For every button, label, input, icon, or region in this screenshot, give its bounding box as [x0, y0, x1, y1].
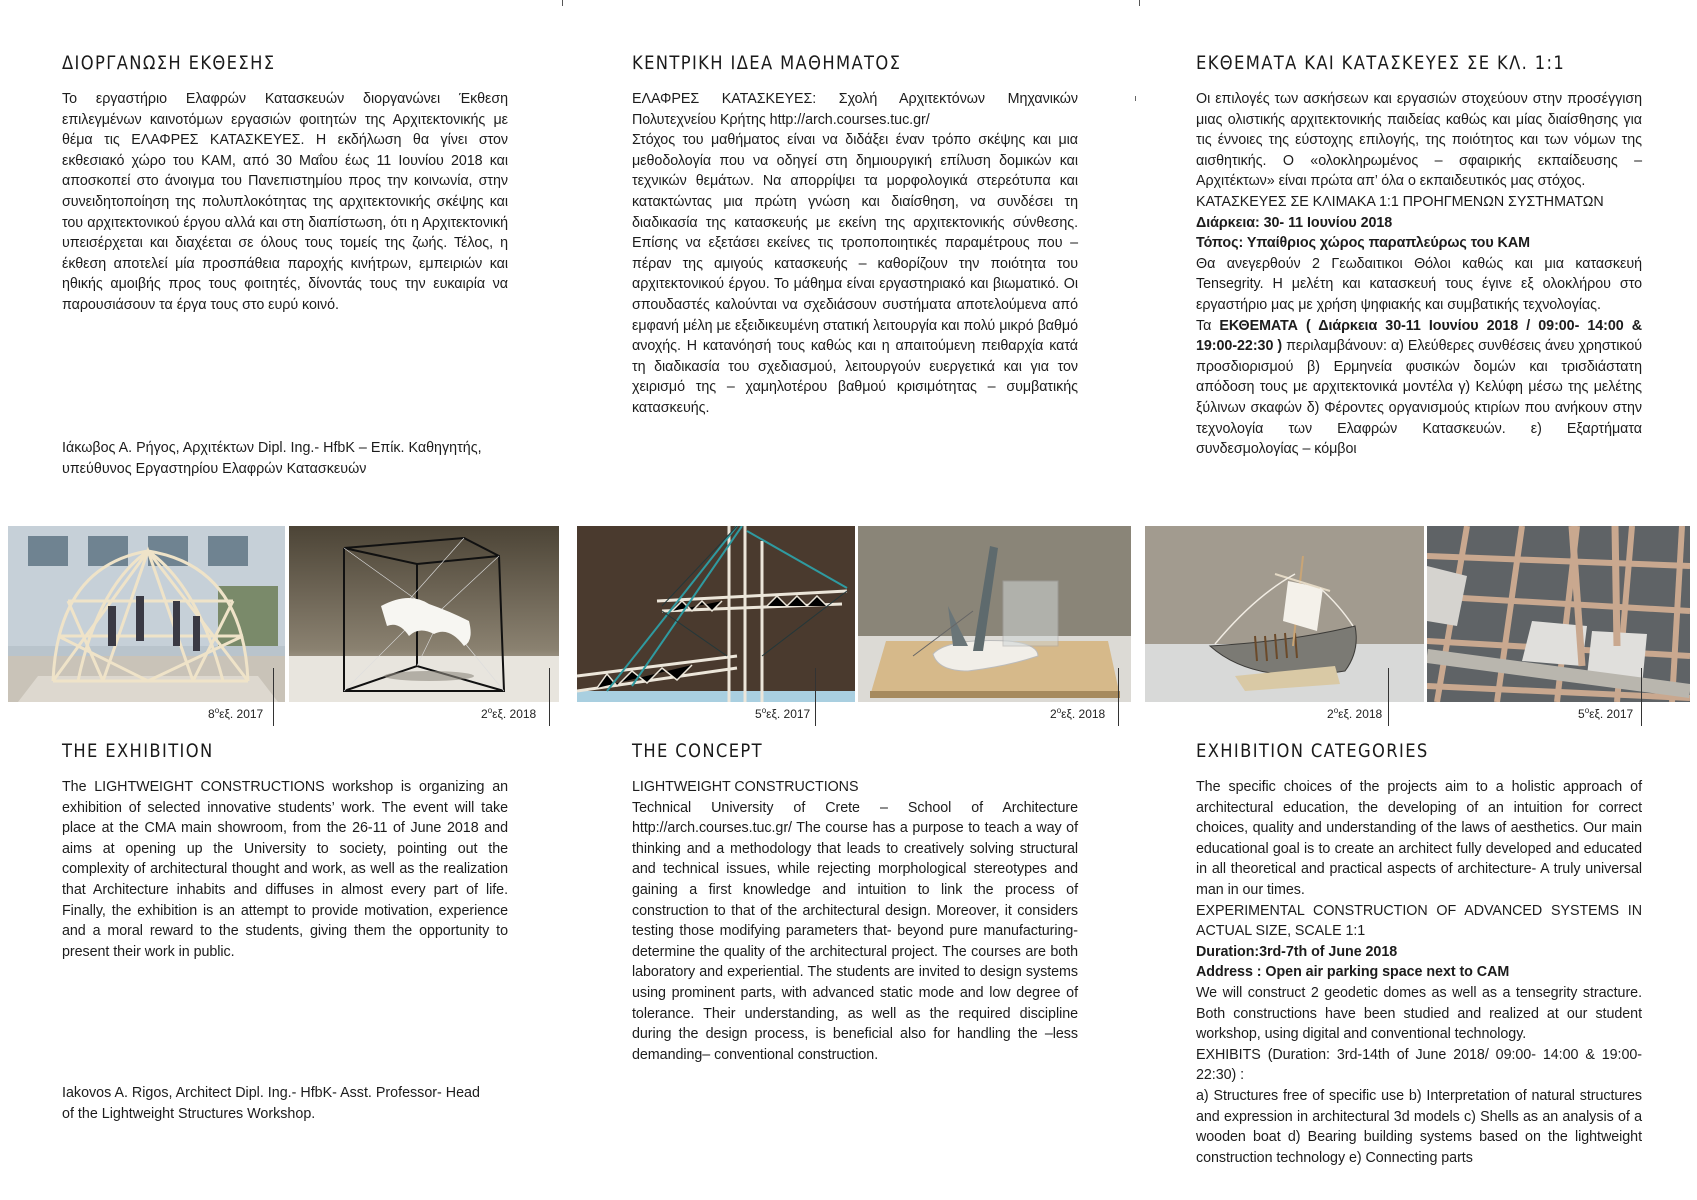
english-categories-section: [1196, 740, 1642, 1168]
greek-exhibition-section: [62, 52, 508, 316]
categories-exhibits-heading: EXHIBITS (Duration: 3rd-14th of June 2018/ 09:00- 14:00 & 19:00-22:30) :: [1196, 1046, 1642, 1084]
concept-paragraph: Στόχος του μαθήματος είναι να διδάξει έναν τρόπο σκέψης και μια μεθοδολογία που να οδηγεί στη δημιουργική επίλυση δομικών και τεχνικών θεμάτων. Να απορρίψει τα μορφολογικά στερεότυπα και κατακτώντας μια πρώτη γνώση και διαίσθηση, να συνδέσει τη διαδικασία της κατασκευής με εκείνη της αρχιτεκτονικής σύνθεσης. Επίσης να εξετάσει εκείνες τις τροποποιητικές παραμέτρους που – πέραν της αμιγούς κατασκευής – καθορίζουν την ποιότητα του αρχιτεκτονικού έργου. Το μάθημα είναι εργαστηριακό και βιωματικό. Οι σπουδαστές καλούνται να σχεδιάσουν συστήματα αποτελούμενα από εμφανή μέλη με εξειδικευμένη στατική λειτουργία και πολύ μικρό βαθμό ανοχής. Η κατανόησή τους καθώς και η απαιτούμενη πειθαρχία κατά τη διαδικασία του σχεδιασμού, λειτουργούν ευεργετικά και για τον χειρισμό της – χαμηλοτέρου βαθμού κρισιμότητας – συμβατικής κατασκευής.: [632, 132, 1078, 416]
categories-duration: Duration:3rd-7th of June 2018: [1196, 943, 1398, 960]
concept-intro: ΕΛΑΦΡΕΣ ΚΑΤΑΣΚΕΥΕΣ: Σχολή Αρχιτεκτόνων Μηχανικών Πολυτεχνείου Κρήτης http://arch.courses.tuc.gr/: [632, 91, 1078, 128]
caption-leader-line: [1388, 668, 1389, 726]
caption-leader-line: [815, 668, 816, 726]
greek-categories-section: [1196, 52, 1642, 460]
fold-tick: [1135, 96, 1136, 101]
categories-intro: Οι επιλογές των ασκήσεων και εργασιών στοχεύουν στην προσέγγιση μιας ολιστικής αρχιτεκτονικής παιδείας καθώς και μίας διαίσθησης για τις έννοιες της εύστοχης επιλογής, της ποιότητος και των νόμων της αισθητικής. Ο «ολοκληρωμένος – σφαιρικής εκπαίδευσης – Αρχιτέκτων» είναι πρώτα απ’ όλα ο εκπαιδευτικός μας στόχος.: [1196, 91, 1642, 190]
signature-line: υπεύθυνος Εργαστηρίου Ελαφρών Κατασκευών: [62, 460, 367, 477]
caption-leader-line: [549, 668, 550, 726]
section-title: ΕΚΘΕΜΑΤΑ ΚΑΙ ΚΑΤΑΣΚΕΥΕΣ ΣΕ ΚΛ. 1:1: [1196, 52, 1566, 74]
signature-line: of the Lightweight Structures Workshop.: [62, 1105, 316, 1122]
exhibition-paragraph: The LIGHTWEIGHT CONSTRUCTIONS workshop is organizing an exhibition of selected innovative students’ work. The event will take place at the CMA main showroom, from the 26-11 of June 2018 and aims at opening up the University to society, pointing out the complexity of architectural thought and work, as well as the realization that Architecture inhabits and diffuses in almost every part of life. Finally, the exhibition is an attempt to provide motivation, experience and a moral reward to the students, giving them the opportunity to present their work in public.: [62, 779, 508, 960]
section-body: [1196, 777, 1642, 1168]
caption-leader-line: [1641, 668, 1642, 726]
categories-heading: ΚΑΤΑΣΚΕΥΕΣ ΣΕ ΚΛΙΜΑΚΑ 1:1 ΠΡΟΗΓΜΕΝΩΝ ΣΥΣΤΗΜΑΤΩΝ: [1196, 193, 1604, 210]
greek-signature: [62, 438, 522, 479]
categories-heading: EXPERIMENTAL CONSTRUCTION OF ADVANCED SYSTEMS IN ACTUAL SIZE, SCALE 1:1: [1196, 902, 1642, 940]
section-body: [632, 777, 1078, 1065]
photo-caption: $2^o\varepsilon\xi$. 2018: [1050, 706, 1106, 721]
categories-address: Address : Open air parking space next to CAM: [1196, 964, 1510, 981]
english-exhibition-section: [62, 740, 508, 962]
exhibition-paragraph: Το εργαστήριο Ελαφρών Κατασκευών διοργανώνει Έκθεση επιλεγμένων καινοτόμων εργασιών φοιτητών της Αρχιτεκτονικής με θέμα τις ΕΛΑΦΡΕΣ ΚΑΤΑΣΚΕΥΕΣ. Η εκδήλωση θα γίνει στον εκθεσιακό χώρο του ΚΑΜ, από 30 Μαΐου έως 11 Ιουνίου 2018 και αποσκοπεί στο άνοιγμα του Πανεπιστημίου προς την κοινωνία, στην συνειδητοποίηση της πολυπλοκότητας της αρχιτεκτονικής σκέψης και του αρχιτεκτονικού έργου αλλά και στη διαπίστωση, ότι η Αρχιτεκτονική υπεισέρχεται και διαχέεται σε όλους τους τομείς της ζωής. Τέλος, η έκθεση αποτελεί μία προσπάθεια παροχής κινήτρων, εμπειριών και ηθικής αμοιβής προς τους φοιτητές, δίνοντάς τους την ευκαιρία να παρουσιάσουν τα έργα τους στο ευρύ κοινό.: [62, 91, 508, 313]
section-body: [62, 777, 508, 962]
section-body: [1196, 89, 1642, 460]
signature-line: Iakovos A. Rigos, Architect Dipl. Ing.- HfbK- Asst. Professor- Head: [62, 1085, 480, 1101]
photo-truss-crane: [577, 526, 855, 702]
photo-tensile-membrane: [289, 526, 559, 702]
photo-caption: $5^o\varepsilon\xi$. 2017: [1578, 706, 1634, 721]
photo-caption: $2^o\varepsilon\xi$. 2018: [1327, 706, 1383, 721]
caption-leader-line: [1118, 668, 1119, 726]
caption-leader-line: [273, 668, 274, 726]
fold-mark-left: [562, 0, 563, 6]
categories-construct: Θα ανεγερθούν 2 Γεωδαιτικοι Θόλοι καθώς και μια κατασκευή Tensegrity. Η μελέτη και κατασκευή τους έγινε εξ ολοκλήρου στο εργαστήριο μας με χρήση ψηφιακής και συμβατικής τεχνολογίας.: [1196, 255, 1642, 313]
photo-caption: $5^o\varepsilon\xi$. 2017: [755, 706, 811, 721]
section-title: THE CONCEPT: [632, 740, 763, 762]
photo-caption: $2^o\varepsilon\xi$. 2018: [481, 706, 537, 721]
section-body: [632, 89, 1078, 419]
categories-intro: The specific choices of the projects aim to a holistic approach of architectural education, the developing of an intuition for correct choices, quality and understanding of the laws of aesthetics. Our main educational goal is to create an architect fully developed and educated in all theoretical and practical aspects of architecture- A truly universal man in our times.: [1196, 779, 1642, 898]
photo-wooden-boat: [1145, 526, 1424, 702]
concept-intro: LIGHTWEIGHT CONSTRUCTIONS: [632, 779, 859, 795]
section-title: EXHIBITION CATEGORIES: [1196, 740, 1429, 762]
section-title: THE EXHIBITION: [62, 740, 214, 762]
greek-concept-section: [632, 52, 1078, 419]
photo-mast-model: [858, 526, 1131, 702]
categories-construct: We will construct 2 geodetic domes as well as a tensegrity stracture. Both constructions have been studied and realized at our student workshop, using digital and conventional technology.: [1196, 984, 1642, 1043]
fold-mark-right: [1139, 0, 1140, 6]
concept-paragraph: Technical University of Crete – School of Architecture http://arch.courses.tuc.gr/ The course has a purpose to teach a way of thinking and a methodology that leads to creatively solving structural and technical issues, while rejecting morphological stereotypes and gaining a first knowledge and intuition to link the process of construction to that of the architectural design. Moreover, it considers testing those modifying parameters that- beyond pure manufacturing- determine the quality of the architectural project. The courses are both laboratory and experiential. The students are invited to design systems using prominent parts, with advanced static mode and low degree of tolerance. Their understanding, as well as the required discipline during the design process, is beneficial also for handling the –less demanding– conventional construction.: [632, 799, 1078, 1063]
photo-geodesic-dome: [8, 526, 285, 702]
categories-exhibits: a) Structures free of specific use b) Interpretation of natural structures and expression in architectural 3d models c) Shells as an analysis of a wooden boat d) Bearing building systems based on the lightweight construction technology e) Connecting parts: [1196, 1087, 1642, 1166]
section-title: ΔΙΟΡΓΑΝΩΣΗ ΕΚΘΕΣΗΣ: [62, 52, 276, 74]
categories-duration: Διάρκεια: 30- 11 Ιουνίου 2018: [1196, 214, 1393, 231]
photo-timber-grid: [1427, 526, 1690, 702]
section-body: [62, 89, 508, 316]
categories-exhibits: Τα ΕΚΘΕΜΑΤΑ ( Διάρκεια 30-11 Ιουνίου 2018 / 09:00- 14:00 & 19:00-22:30 ) περιλαμβάνουν: α) Ελεύθερες συνθέσεις άνευ χρηστικού προσδιορισμού β) Ερμηνεία φυσικών δομών και τρισδιάστατη απόδοση τους με αρχιτεκτονικά μοντέλα γ) Κελύφη μέσω της μελέτης ξύλινων σκαφών δ) Φέροντες οργανισμούς κτιρίων που ανήκουν στην τεχνολογία των Ελαφρών Κατασκευών. ε) Εξαρτήματα συνδεσμολογίας – κόμβοι: [1196, 317, 1643, 458]
section-title: ΚΕΝΤΡΙΚΗ ΙΔΕΑ ΜΑΘΗΜΑΤΟΣ: [632, 52, 902, 74]
photo-caption: $8^o\varepsilon\xi$. 2017: [208, 706, 264, 721]
english-signature: [62, 1083, 522, 1124]
signature-line: Ιάκωβος Α. Ρήγος, Αρχιτέκτων Dipl. Ing.- HfbK – Επίκ. Καθηγητής,: [62, 440, 482, 456]
english-concept-section: [632, 740, 1078, 1065]
categories-location: Τόπος: Υπαίθριος χώρος παραπλεύρως του ΚΑΜ: [1196, 235, 1530, 252]
